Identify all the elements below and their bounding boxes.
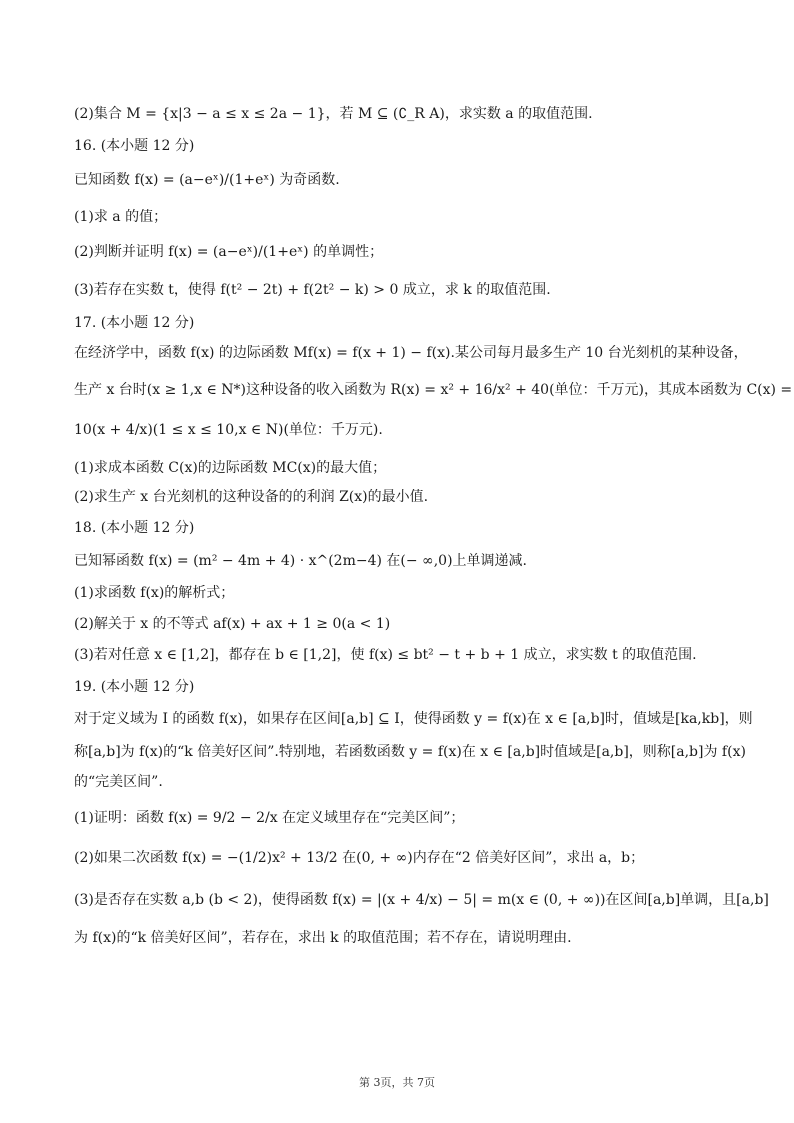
text-line: (1)求函数 f(x)的解析式； (74, 585, 235, 601)
text-line: (1)求 a 的值； (74, 209, 168, 225)
text-line: 为 f(x)的“k 倍美好区间”，若存在，求出 k 的取值范围；若不存在，请说明理由. (74, 930, 572, 946)
page-footer: 第 3页，共 7页 (359, 1076, 435, 1089)
text-line: 已知幂函数 f(x) = (m² − 4m + 4) · x^(2m−4) 在(− ∞,0)上单调递减. (74, 553, 527, 569)
text-line: (3)是否存在实数 a,b (b < 2)，使得函数 f(x) = |(x + 4/x) − 5| = m(x ∈ (0, + ∞))在区间[a,b]单调，且[a,b] (74, 892, 769, 908)
text-line: 已知函数 f(x) = (a−eˣ)/(1+eˣ) 为奇函数. (74, 172, 340, 188)
question-header: 17. (本小题 12 分) (74, 315, 195, 331)
text-line: 称[a,b]为 f(x)的“k 倍美好区间”.特别地，若函数函数 y = f(x)在 x ∈ [a,b]时值域是[a,b]，则称[a,b]为 f(x) (74, 744, 746, 760)
text-line: (3)若对任意 x ∈ [1,2]，都存在 b ∈ [1,2]，使 f(x) ≤ bt² − t + b + 1 成立，求实数 t 的取值范围. (74, 647, 697, 663)
text-line: 对于定义域为 I 的函数 f(x)，如果存在区间[a,b] ⊆ I，使得函数 y = f(x)在 x ∈ [a,b]时，值域是[ka,kb]，则 (74, 711, 753, 727)
text-line: (2)如果二次函数 f(x) = −(1/2)x² + 13/2 在(0, + ∞)内存在“2 倍美好区间”，求出 a，b； (74, 850, 645, 866)
text-line: 在经济学中，函数 f(x) 的边际函数 Mf(x) = f(x + 1) − f(x).某公司每月最多生产 10 台光刻机的某种设备， (74, 345, 748, 361)
text-line: (3)若存在实数 t，使得 f(t² − 2t) + f(2t² − k) > 0 成立，求 k 的取值范围. (74, 282, 551, 298)
text-line: 10(x + 4/x)(1 ≤ x ≤ 10,x ∈ N)(单位：千万元). (74, 422, 383, 438)
question-header: 18. (本小题 12 分) (74, 520, 195, 536)
text-line: (2)集合 M = {x|3 − a ≤ x ≤ 2a − 1}，若 M ⊆ (∁_R A)，求实数 a 的取值范围. (74, 106, 593, 122)
question-header: 16. (本小题 12 分) (74, 138, 195, 154)
text-line: (2)解关于 x 的不等式 af(x) + ax + 1 ≥ 0(a < 1) (74, 616, 391, 632)
text-line: (2)求生产 x 台光刻机的这种设备的的利润 Z(x)的最小值. (74, 489, 429, 505)
text-line: (2)判断并证明 f(x) = (a−eˣ)/(1+eˣ) 的单调性； (74, 244, 384, 260)
text-line: (1)求成本函数 C(x)的边际函数 MC(x)的最大值； (74, 460, 387, 476)
text-line: 的“完美区间”. (74, 774, 163, 790)
text-line: (1)证明：函数 f(x) = 9/2 − 2/x 在定义域里存在“完美区间”； (74, 810, 465, 826)
question-header: 19. (本小题 12 分) (74, 679, 195, 695)
text-line: 生产 x 台时(x ≥ 1,x ∈ N*)这种设备的收入函数为 R(x) = x² + 16/x² + 40(单位：千万元)，其成本函数为 C(x) = (74, 382, 793, 398)
